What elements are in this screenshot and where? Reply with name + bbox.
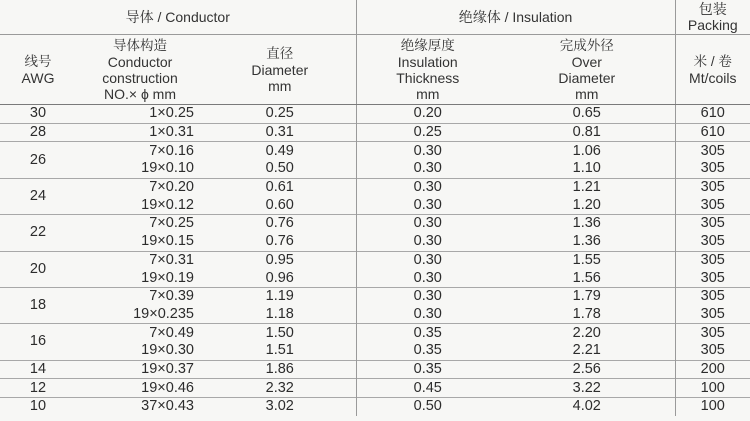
packing-cell: 305 bbox=[675, 178, 750, 196]
table-row bbox=[0, 342, 750, 360]
over-diameter-cell: 1.55 bbox=[499, 251, 675, 269]
packing-cell: 305 bbox=[675, 324, 750, 342]
awg-cell: 14 bbox=[0, 360, 76, 379]
over-diameter-cell: 1.79 bbox=[499, 287, 675, 305]
packing-cell: 305 bbox=[675, 215, 750, 233]
over-diameter-cell: 3.22 bbox=[499, 379, 675, 398]
conductor-group-header: 导体 / Conductor bbox=[0, 0, 356, 35]
awg-header-cn: 线号 bbox=[24, 53, 52, 69]
packing-header-en: Mt/coils bbox=[689, 69, 737, 86]
table-row bbox=[0, 215, 750, 233]
construction-cell: 7×0.39 bbox=[76, 287, 204, 305]
awg-cell: 24 bbox=[0, 178, 76, 214]
table-row bbox=[0, 306, 750, 324]
diameter-cell: 1.86 bbox=[204, 360, 356, 379]
thickness-cell: 0.30 bbox=[356, 178, 499, 196]
table-row bbox=[0, 398, 750, 416]
packing-cell: 100 bbox=[675, 379, 750, 398]
over-diameter-cell: 1.36 bbox=[499, 215, 675, 233]
thickness-cell: 0.30 bbox=[413, 305, 442, 322]
awg-cell: 12 bbox=[0, 379, 76, 398]
spec-table-body bbox=[0, 105, 750, 416]
packing-cell: 305 bbox=[700, 160, 725, 177]
diameter-cell: 1.50 bbox=[204, 324, 356, 342]
diameter-header-unit: mm bbox=[268, 77, 292, 94]
thickness-header bbox=[356, 35, 499, 105]
over-diameter-cell: 1.10 bbox=[499, 160, 675, 178]
table-row bbox=[0, 287, 750, 305]
construction-cell: 19×0.19 bbox=[141, 269, 194, 286]
over-diameter-cell: 2.56 bbox=[499, 360, 675, 379]
thickness-cell: 0.45 bbox=[356, 379, 499, 398]
packing-header-cn: 米 / 卷 bbox=[693, 53, 732, 69]
over-diameter-cell: 0.65 bbox=[499, 105, 675, 124]
construction-cell: 19×0.12 bbox=[141, 196, 194, 213]
packing-cell: 305 bbox=[675, 251, 750, 269]
table-row bbox=[0, 105, 750, 124]
construction-cell: 19×0.30 bbox=[141, 342, 194, 359]
construction-cell: 7×0.20 bbox=[76, 178, 204, 196]
diameter-cell: 0.95 bbox=[204, 251, 356, 269]
construction-cell: 19×0.235 bbox=[133, 305, 194, 322]
over-header-en1: Over bbox=[571, 53, 602, 70]
over-diameter-header bbox=[499, 35, 675, 105]
construction-cell: 7×0.25 bbox=[76, 215, 204, 233]
table-row bbox=[0, 251, 750, 269]
awg-header-en: AWG bbox=[21, 69, 55, 86]
table-row bbox=[0, 360, 750, 379]
diameter-cell: 0.31 bbox=[204, 123, 356, 142]
table-row bbox=[0, 178, 750, 196]
construction-cell: 19×0.10 bbox=[141, 160, 194, 177]
table-row bbox=[0, 233, 750, 251]
awg-cell: 20 bbox=[0, 251, 76, 287]
thickness-cell: 0.25 bbox=[356, 123, 499, 142]
over-diameter-cell: 1.56 bbox=[499, 269, 675, 287]
thickness-header-en1: Insulation bbox=[397, 53, 458, 70]
thickness-cell: 0.30 bbox=[356, 251, 499, 269]
over-diameter-cell: 1.78 bbox=[499, 306, 675, 324]
thickness-cell: 0.35 bbox=[356, 324, 499, 342]
construction-cell: 1×0.25 bbox=[76, 105, 204, 124]
awg-cell: 18 bbox=[0, 287, 76, 323]
construction-cell: 19×0.46 bbox=[76, 379, 204, 398]
over-header-cn: 完成外径 bbox=[559, 37, 614, 53]
over-diameter-cell: 1.21 bbox=[499, 178, 675, 196]
packing-cell: 100 bbox=[675, 398, 750, 416]
thickness-cell: 0.30 bbox=[356, 215, 499, 233]
diameter-cell: 0.96 bbox=[204, 269, 356, 287]
diameter-cell: 0.76 bbox=[204, 233, 356, 251]
diameter-cell: 0.25 bbox=[204, 105, 356, 124]
thickness-cell: 0.30 bbox=[413, 160, 442, 177]
awg-cell: 30 bbox=[0, 105, 76, 124]
diameter-cell: 0.76 bbox=[204, 215, 356, 233]
thickness-cell: 0.30 bbox=[413, 233, 442, 250]
construction-cell: 7×0.16 bbox=[76, 142, 204, 160]
thickness-header-en2: Thickness bbox=[396, 69, 460, 86]
thickness-cell: 0.30 bbox=[413, 269, 442, 286]
construction-cell: 19×0.15 bbox=[141, 233, 194, 250]
awg-cell: 16 bbox=[0, 324, 76, 360]
awg-cell: 10 bbox=[0, 398, 76, 416]
table-row bbox=[0, 142, 750, 160]
construction-header bbox=[76, 35, 204, 105]
thickness-cell: 0.35 bbox=[413, 342, 442, 359]
diameter-header-en: Diameter bbox=[251, 61, 309, 78]
construction-cell: 7×0.31 bbox=[76, 251, 204, 269]
construction-cell: 1×0.31 bbox=[76, 123, 204, 142]
packing-cell: 610 bbox=[675, 105, 750, 124]
packing-cell: 610 bbox=[675, 123, 750, 142]
diameter-cell: 1.19 bbox=[204, 287, 356, 305]
awg-header bbox=[0, 35, 76, 105]
thickness-cell: 0.50 bbox=[356, 398, 499, 416]
thickness-cell: 0.35 bbox=[356, 360, 499, 379]
over-header-unit: mm bbox=[575, 85, 599, 102]
packing-cell: 305 bbox=[700, 305, 725, 322]
packing-cell: 305 bbox=[700, 196, 725, 213]
awg-cell: 26 bbox=[0, 142, 76, 178]
thickness-header-unit: mm bbox=[416, 85, 440, 102]
over-diameter-cell: 1.20 bbox=[499, 196, 675, 214]
thickness-cell: 0.30 bbox=[356, 287, 499, 305]
diameter-cell: 3.02 bbox=[204, 398, 356, 416]
insulation-group-header: 绝缘体 / Insulation bbox=[356, 0, 675, 35]
table-row bbox=[0, 160, 750, 178]
over-diameter-cell: 0.81 bbox=[499, 123, 675, 142]
construction-cell: 37×0.43 bbox=[76, 398, 204, 416]
thickness-cell: 0.30 bbox=[356, 142, 499, 160]
diameter-cell: 0.50 bbox=[204, 160, 356, 178]
construction-cell: 7×0.49 bbox=[76, 324, 204, 342]
diameter-header bbox=[204, 35, 356, 105]
diameter-cell: 1.51 bbox=[204, 342, 356, 360]
packing-group-en: Packing bbox=[687, 17, 738, 33]
diameter-cell: 2.32 bbox=[204, 379, 356, 398]
construction-header-en1: Conductor bbox=[107, 53, 173, 70]
construction-cell: 19×0.37 bbox=[76, 360, 204, 379]
table-row bbox=[0, 196, 750, 214]
packing-cell: 200 bbox=[675, 360, 750, 379]
diameter-cell: 1.18 bbox=[204, 306, 356, 324]
over-diameter-cell: 1.36 bbox=[499, 233, 675, 251]
awg-cell: 28 bbox=[0, 123, 76, 142]
thickness-cell: 0.30 bbox=[413, 196, 442, 213]
over-diameter-cell: 2.21 bbox=[499, 342, 675, 360]
awg-cell: 22 bbox=[0, 215, 76, 251]
over-header-en2: Diameter bbox=[558, 69, 616, 86]
table-row bbox=[0, 269, 750, 287]
packing-group-cn: 包装 bbox=[698, 1, 727, 17]
over-diameter-cell: 1.06 bbox=[499, 142, 675, 160]
packing-cell: 305 bbox=[675, 287, 750, 305]
over-diameter-cell: 2.20 bbox=[499, 324, 675, 342]
packing-cell: 305 bbox=[700, 269, 725, 286]
packing-cell: 305 bbox=[700, 233, 725, 250]
table-row bbox=[0, 324, 750, 342]
table-row bbox=[0, 123, 750, 142]
packing-cell: 305 bbox=[675, 142, 750, 160]
thickness-cell: 0.20 bbox=[356, 105, 499, 124]
packing-group-header bbox=[675, 0, 750, 35]
over-diameter-cell: 4.02 bbox=[499, 398, 675, 416]
diameter-cell: 0.49 bbox=[204, 142, 356, 160]
thickness-header-cn: 绝缘厚度 bbox=[400, 37, 455, 53]
construction-header-unit: NO.× ϕ mm bbox=[103, 85, 176, 102]
packing-header bbox=[675, 35, 750, 105]
table-row bbox=[0, 379, 750, 398]
diameter-cell: 0.60 bbox=[204, 196, 356, 214]
diameter-header-cn: 直径 bbox=[266, 45, 294, 61]
construction-header-en2: construction bbox=[102, 69, 178, 86]
packing-cell: 305 bbox=[700, 342, 725, 359]
diameter-cell: 0.61 bbox=[204, 178, 356, 196]
construction-header-cn: 导体构造 bbox=[113, 37, 167, 53]
